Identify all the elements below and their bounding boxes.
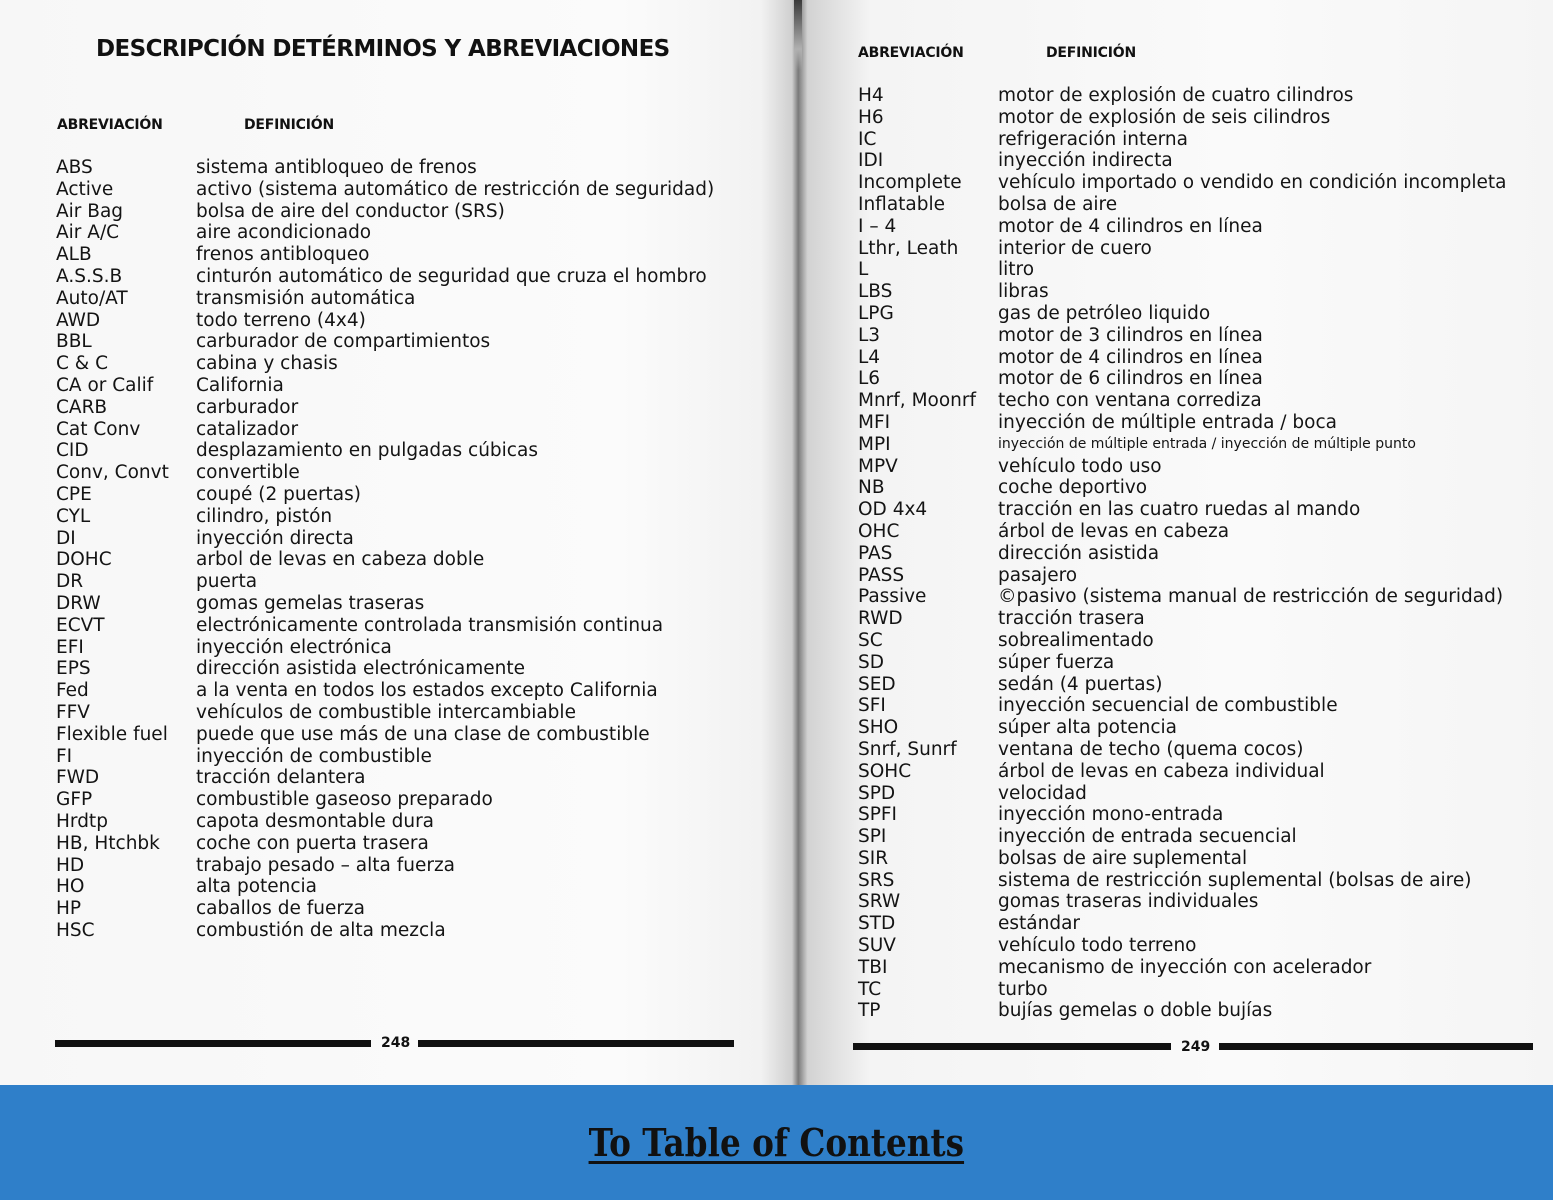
abbreviation-definition: activo (sistema automático de restricción de seguridad) — [196, 178, 715, 200]
abbreviation-term: AWD — [56, 309, 101, 331]
abbreviation-term: L — [858, 259, 869, 281]
abbreviation-term: PAS — [858, 542, 893, 564]
abbreviation-term: I – 4 — [858, 215, 897, 237]
list-item — [858, 826, 1548, 848]
abbreviation-definition: bolsa de aire del conductor (SRS) — [196, 200, 505, 222]
list-item — [858, 172, 1548, 194]
list-item — [858, 434, 1548, 456]
abbreviation-definition: alta potencia — [196, 876, 318, 898]
abbreviation-definition: velocidad — [998, 782, 1087, 804]
abbreviation-definition: puede que use más de una clase de combustible — [196, 723, 650, 745]
list-item — [858, 870, 1548, 892]
list-item — [56, 462, 776, 484]
list-item — [858, 303, 1548, 325]
abbreviation-definition: bujías gemelas o doble bujías — [998, 1000, 1273, 1022]
column-header-abbreviation: ABREVIACIÓN — [57, 117, 163, 133]
abbreviation-definition: refrigeración interna — [998, 128, 1188, 150]
list-item — [858, 456, 1548, 478]
abbreviation-term: LBS — [858, 281, 893, 303]
abbreviation-term: ABS — [56, 157, 93, 178]
list-item — [858, 891, 1548, 913]
abbreviation-term: SFI — [858, 695, 886, 717]
abbreviation-term: SOHC — [858, 760, 912, 782]
list-item — [858, 543, 1548, 565]
list-item — [858, 717, 1548, 739]
abbreviation-term: SED — [858, 673, 896, 695]
abbreviation-definition: libras — [998, 281, 1049, 303]
list-item — [858, 761, 1548, 783]
abbreviation-definition: inyección electrónica — [196, 636, 392, 658]
abbreviation-definition: mecanismo de inyección con acelerador — [998, 956, 1372, 978]
list-item — [56, 506, 776, 528]
abbreviation-definition: motor de explosión de seis cilindros — [998, 106, 1331, 128]
abbreviation-definition: sistema de restricción suplemental (bolsas de aire) — [998, 869, 1472, 891]
list-item — [56, 375, 776, 397]
abbreviation-definition: motor de explosión de cuatro cilindros — [998, 85, 1354, 106]
abbreviation-term: Active — [56, 178, 114, 200]
list-item — [56, 920, 776, 942]
footer-rule-left — [55, 1040, 371, 1047]
list-item — [858, 347, 1548, 369]
abbreviation-term: SIR — [858, 847, 889, 869]
list-item — [56, 353, 776, 375]
abbreviation-term: STD — [858, 913, 896, 935]
list-item — [858, 674, 1548, 696]
abbreviation-term: MPI — [858, 433, 891, 455]
list-item — [56, 157, 776, 179]
list-item — [56, 680, 776, 702]
list-item — [56, 179, 776, 201]
abbreviation-definition: carburador — [196, 396, 299, 418]
navigation-banner — [0, 1085, 1553, 1200]
abbreviation-term: SPFI — [858, 804, 897, 826]
abbreviation-term: SPD — [858, 782, 896, 804]
abbreviation-term: HSC — [56, 919, 95, 941]
abbreviation-definition: ©pasivo (sistema manual de restricción de seguridad) — [998, 586, 1504, 608]
abbreviation-term: CID — [56, 440, 89, 462]
abbreviation-definition: gomas traseras individuales — [998, 891, 1259, 913]
abbreviation-term: RWD — [858, 608, 903, 630]
abbreviation-definition: convertible — [196, 462, 300, 484]
table-of-contents-link[interactable]: To Table of Contents — [588, 1120, 965, 1165]
abbreviation-definition: pasajero — [998, 564, 1078, 586]
abbreviation-term: L4 — [858, 346, 881, 368]
list-item — [858, 1000, 1548, 1022]
abbreviation-term: C & C — [56, 353, 109, 375]
abbreviation-term: MPV — [858, 455, 898, 477]
abbreviation-term: HP — [56, 898, 82, 920]
abbreviation-definition: árbol de levas en cabeza — [998, 520, 1230, 542]
abbreviation-definition: sistema antibloqueo de frenos — [196, 157, 477, 178]
abbreviation-definition: gomas gemelas traseras — [196, 592, 425, 614]
list-item — [858, 935, 1548, 957]
abbreviation-term: DI — [56, 527, 76, 549]
abbreviation-term: Air A/C — [56, 222, 120, 244]
list-item — [858, 586, 1548, 608]
list-item — [56, 855, 776, 877]
page-title: DESCRIPCIÓN DETÉRMINOS Y ABREVIACIONES — [96, 36, 670, 62]
abbreviation-definition: vehículo importado o vendido en condición incompleta — [998, 172, 1507, 194]
abbreviation-definition: caballos de fuerza — [196, 898, 365, 920]
abbreviation-definition: sobrealimentado — [998, 629, 1154, 651]
abbreviation-definition: tracción en las cuatro ruedas al mando — [998, 499, 1361, 521]
abbreviation-definition: techo con ventana corrediza — [998, 390, 1262, 412]
list-item — [56, 440, 776, 462]
abbreviation-term: L3 — [858, 324, 881, 346]
abbreviation-definition: cinturón automático de seguridad que cruza el hombro — [196, 265, 707, 287]
abbreviation-definition: litro — [998, 259, 1035, 281]
abbreviation-term: SRW — [858, 891, 901, 913]
abbreviation-definition: todo terreno (4x4) — [196, 309, 366, 331]
abbreviation-term: SPI — [858, 826, 887, 848]
list-item — [858, 499, 1548, 521]
list-item — [56, 833, 776, 855]
list-item — [858, 783, 1548, 805]
abbreviation-term: Lthr, Leath — [858, 237, 959, 259]
abbreviation-term: CYL — [56, 505, 91, 527]
abbreviation-definition: inyección de múltiple entrada / boca — [998, 411, 1337, 433]
abbreviation-term: TC — [858, 978, 882, 1000]
list-item — [858, 238, 1548, 260]
abbreviation-term: TBI — [858, 956, 888, 978]
abbreviation-term: A.S.S.B — [56, 265, 123, 287]
abbreviation-term: CARB — [56, 396, 108, 418]
abbreviation-term: H6 — [858, 106, 884, 128]
abbreviation-term: SRS — [858, 869, 895, 891]
abbreviation-term: SHO — [858, 717, 899, 739]
list-item — [56, 571, 776, 593]
list-item — [56, 331, 776, 353]
abbreviation-definition: aire acondicionado — [196, 222, 372, 244]
abbreviation-definition: bolsa de aire — [998, 193, 1118, 215]
list-item — [858, 630, 1548, 652]
list-item — [858, 979, 1548, 1001]
abbreviation-list-right — [858, 85, 1548, 1022]
list-item — [858, 194, 1548, 216]
abbreviation-term: Incomplete — [858, 172, 962, 194]
list-item — [56, 419, 776, 441]
abbreviation-term: SD — [858, 651, 884, 673]
list-item — [858, 129, 1548, 151]
abbreviation-term: ALB — [56, 244, 92, 266]
list-item — [858, 390, 1548, 412]
abbreviation-definition: carburador de compartimientos — [196, 331, 491, 353]
abbreviation-definition: gas de petróleo liquido — [998, 302, 1211, 324]
abbreviation-definition: inyección de múltiple entrada / inyección de múltiple punto — [998, 435, 1416, 452]
list-item — [858, 565, 1548, 587]
abbreviation-term: Auto/AT — [56, 287, 128, 309]
abbreviation-definition: dirección asistida electrónicamente — [196, 658, 525, 680]
abbreviation-definition: combustible gaseoso preparado — [196, 789, 493, 811]
abbreviation-term: Passive — [858, 586, 927, 608]
abbreviation-term: Mnrf, Moonrf — [858, 390, 977, 412]
abbreviation-definition: vehículo todo terreno — [998, 935, 1197, 957]
abbreviation-definition: puerta — [196, 571, 258, 593]
column-header-abbreviation: ABREVIACIÓN — [858, 45, 964, 61]
list-item — [56, 789, 776, 811]
abbreviation-definition: vehículos de combustible intercambiable — [196, 701, 576, 723]
abbreviation-definition: California — [196, 374, 284, 396]
list-item — [56, 549, 776, 571]
abbreviation-term: HO — [56, 876, 85, 898]
abbreviation-definition: bolsas de aire suplemental — [998, 847, 1248, 869]
abbreviation-definition: interior de cuero — [998, 237, 1152, 259]
list-item — [858, 521, 1548, 543]
abbreviation-term: Inflatable — [858, 193, 946, 215]
abbreviation-definition: tracción delantera — [196, 767, 366, 789]
footer-rule-right — [1219, 1043, 1533, 1050]
abbreviation-definition: súper fuerza — [998, 651, 1115, 673]
gutter-shadow — [794, 0, 802, 70]
left-page — [0, 0, 790, 1085]
abbreviation-term: CPE — [56, 483, 92, 505]
abbreviation-term: Fed — [56, 680, 89, 702]
list-item — [56, 724, 776, 746]
abbreviation-definition: combustión de alta mezcla — [196, 919, 446, 941]
abbreviation-definition: inyección de entrada secuencial — [998, 826, 1297, 848]
abbreviation-term: LPG — [858, 302, 894, 324]
abbreviation-definition: inyección directa — [196, 527, 354, 549]
abbreviation-definition: árbol de levas en cabeza individual — [998, 760, 1325, 782]
list-item — [858, 608, 1548, 630]
page-number-left: 248 — [381, 1035, 411, 1051]
list-item — [858, 216, 1548, 238]
abbreviation-term: OD 4x4 — [858, 499, 928, 521]
abbreviation-definition: motor de 3 cilindros en línea — [998, 324, 1263, 346]
footer-rule-left — [853, 1043, 1171, 1050]
list-item — [56, 266, 776, 288]
abbreviation-term: ECVT — [56, 614, 105, 636]
abbreviation-definition: vehículo todo uso — [998, 455, 1162, 477]
abbreviation-term: FWD — [56, 767, 100, 789]
list-item — [56, 876, 776, 898]
abbreviation-term: EFI — [56, 636, 84, 658]
abbreviation-term: DRW — [56, 592, 101, 614]
list-item — [56, 811, 776, 833]
list-item — [56, 397, 776, 419]
abbreviation-definition: inyección de combustible — [196, 745, 432, 767]
abbreviation-definition: motor de 4 cilindros en línea — [998, 215, 1263, 237]
abbreviation-term: TP — [858, 1000, 881, 1022]
abbreviation-term: DR — [56, 571, 84, 593]
column-header-definition: DEFINICIÓN — [1046, 45, 1136, 61]
abbreviation-definition: tracción trasera — [998, 608, 1145, 630]
list-item — [858, 325, 1548, 347]
abbreviation-term: Hrdtp — [56, 810, 108, 832]
abbreviation-definition: inyección secuencial de combustible — [998, 695, 1338, 717]
abbreviation-term: Flexible fuel — [56, 723, 168, 745]
list-item — [858, 695, 1548, 717]
list-item — [56, 702, 776, 724]
abbreviation-term: Conv, Convt — [56, 462, 169, 484]
abbreviation-definition: súper alta potencia — [998, 717, 1177, 739]
list-item — [56, 898, 776, 920]
abbreviation-definition: turbo — [998, 978, 1048, 1000]
abbreviation-definition: ventana de techo (quema cocos) — [998, 738, 1304, 760]
abbreviation-term: IDI — [858, 150, 884, 172]
list-item — [858, 957, 1548, 979]
list-item — [56, 593, 776, 615]
abbreviation-definition: coupé (2 puertas) — [196, 483, 361, 505]
list-item — [56, 658, 776, 680]
abbreviation-term: NB — [858, 477, 885, 499]
abbreviation-definition: electrónicamente controlada transmisión continua — [196, 614, 664, 636]
right-page — [805, 0, 1553, 1085]
abbreviation-definition: dirección asistida — [998, 542, 1160, 564]
abbreviation-definition: cilindro, pistón — [196, 505, 333, 527]
list-item — [858, 368, 1548, 390]
abbreviation-term: PASS — [858, 564, 905, 586]
footer-rule-right — [418, 1040, 734, 1047]
list-item — [858, 85, 1548, 107]
abbreviation-definition: a la venta en todos los estados excepto California — [196, 680, 658, 702]
abbreviation-term: SUV — [858, 935, 896, 957]
abbreviation-definition: catalizador — [196, 418, 299, 440]
abbreviation-term: BBL — [56, 331, 92, 353]
abbreviation-definition: arbol de levas en cabeza doble — [196, 549, 485, 571]
abbreviation-term: H4 — [858, 85, 884, 106]
list-item — [858, 652, 1548, 674]
list-item — [56, 310, 776, 332]
page-number-right: 249 — [1181, 1039, 1211, 1055]
list-item — [858, 281, 1548, 303]
abbreviation-term: HD — [56, 854, 85, 876]
abbreviation-definition: capota desmontable dura — [196, 810, 435, 832]
list-item — [858, 848, 1548, 870]
list-item — [858, 150, 1548, 172]
abbreviation-definition: transmisión automática — [196, 287, 416, 309]
list-item — [56, 637, 776, 659]
column-header-definition: DEFINICIÓN — [244, 117, 334, 133]
abbreviation-definition: coche deportivo — [998, 477, 1148, 499]
abbreviation-term: DOHC — [56, 549, 112, 571]
list-item — [56, 222, 776, 244]
list-item — [858, 107, 1548, 129]
abbreviation-term: SC — [858, 629, 883, 651]
abbreviation-definition: inyección indirecta — [998, 150, 1173, 172]
abbreviation-definition: inyección mono-entrada — [998, 804, 1224, 826]
list-item — [56, 615, 776, 637]
abbreviation-definition: frenos antibloqueo — [196, 244, 370, 266]
abbreviation-definition: motor de 4 cilindros en línea — [998, 346, 1263, 368]
abbreviation-term: Air Bag — [56, 200, 124, 222]
list-item — [56, 288, 776, 310]
abbreviation-term: Snrf, Sunrf — [858, 738, 957, 760]
list-item — [56, 201, 776, 223]
abbreviation-term: HB, Htchbk — [56, 832, 160, 854]
abbreviation-term: CA or Calif — [56, 374, 154, 396]
abbreviation-definition: coche con puerta trasera — [196, 832, 429, 854]
abbreviation-definition: estándar — [998, 913, 1081, 935]
abbreviation-list-left — [56, 157, 776, 942]
list-item — [56, 767, 776, 789]
list-item — [56, 746, 776, 768]
abbreviation-term: FFV — [56, 701, 90, 723]
abbreviation-definition: motor de 6 cilindros en línea — [998, 368, 1263, 390]
list-item — [858, 412, 1548, 434]
list-item — [858, 804, 1548, 826]
list-item — [56, 484, 776, 506]
abbreviation-term: MFI — [858, 411, 891, 433]
abbreviation-term: IC — [858, 128, 877, 150]
abbreviation-term: FI — [56, 745, 73, 767]
abbreviation-term: GFP — [56, 789, 93, 811]
list-item — [858, 739, 1548, 761]
abbreviation-definition: sedán (4 puertas) — [998, 673, 1163, 695]
list-item — [858, 259, 1548, 281]
list-item — [858, 913, 1548, 935]
abbreviation-term: EPS — [56, 658, 91, 680]
abbreviation-term: L6 — [858, 368, 881, 390]
list-item — [56, 528, 776, 550]
list-item — [858, 477, 1548, 499]
abbreviation-definition: cabina y chasis — [196, 353, 338, 375]
abbreviation-definition: trabajo pesado – alta fuerza — [196, 854, 456, 876]
list-item — [56, 244, 776, 266]
abbreviation-term: OHC — [858, 520, 900, 542]
abbreviation-term: Cat Conv — [56, 418, 141, 440]
abbreviation-definition: desplazamiento en pulgadas cúbicas — [196, 440, 538, 462]
